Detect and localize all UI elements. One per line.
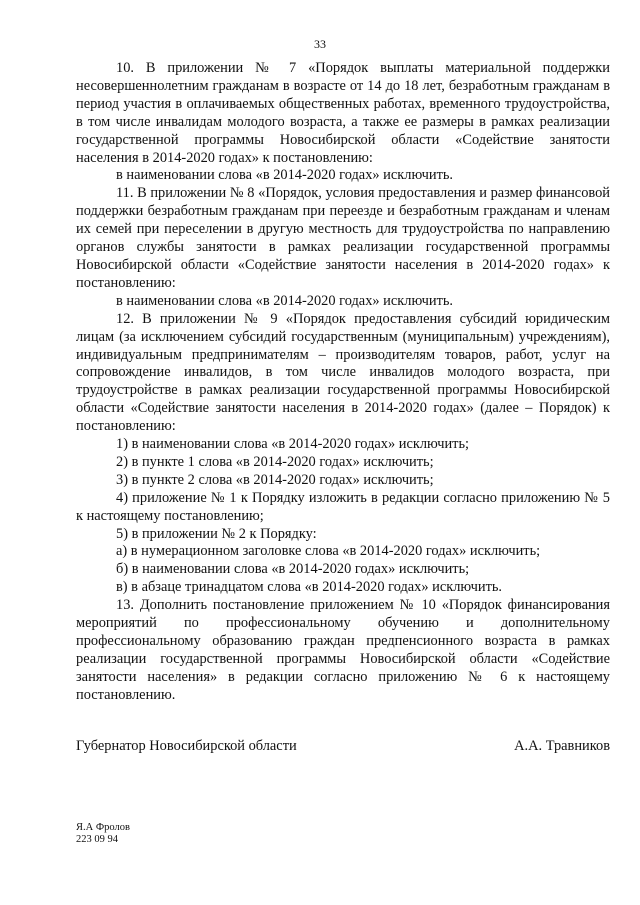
paragraph-12-item-3: 3) в пункте 2 слова «в 2014-2020 годах» исключить;: [116, 471, 434, 488]
paragraph-12: 12. В приложении № 9 «Порядок предоставления субсидий юридическим лицам (за исключением субсидий государственным (муниципальным) учреждениям), индивидуальным предпринимателям – производителям товаров, работ, услуг на сопровождение инвалидов, в том числе инвалидов молодого возраста, при трудоустройстве в рамках реализации государственной программы Новосибирской области «Содействие занятости населения в 2014-2020 годах» (далее – Порядок) к постановлению:: [76, 310, 610, 435]
paragraph-12-item-5a: а) в нумерационном заголовке слова «в 2014-2020 годах» исключить;: [116, 543, 541, 560]
paragraph-11: 11. В приложении № 8 «Порядок, условия предоставления и размер финансовой поддержки безработным гражданам при переезде и безработным гражданам и членам их семей при переселении в другую местность для трудоустройства по направлению органов службы занятости в рамках реализации государственной программы Новосибирской области «Содействие занятости населения в 2014-2020 годах» к постановлению:: [76, 185, 610, 291]
paragraph-13: 13. Дополнить постановление приложением № 10 «Порядок финансирования мероприятий по профессиональному обучению и дополнительному профессиональному образованию граждан предпенсионного возраста в рамках реализации государственной программы Новосибирской области «Содействие занятости населения» в редакции согласно приложению № 6 к настоящему постановлению.: [76, 597, 610, 703]
signatory-position: Губернатор Новосибирской области: [76, 738, 297, 754]
paragraph-12-item-5b: б) в наименовании слова «в 2014-2020 годах» исключить;: [116, 561, 470, 578]
paragraph-10: 10. В приложении № 7 «Порядок выплаты материальной поддержки несовершеннолетним гражданам в возрасте от 14 до 18 лет, безработным гражданам в период участия в оплачиваемых общественных работах, временного трудоустройства, в том числе инвалидам молодого возраста, а также ее размеры в рамках реализации государственной программы Новосибирской области «Содействие занятости населения в 2014-2020 годах» к постановлению:: [76, 60, 610, 166]
paragraph-12-item-1: 1) в наименовании слова «в 2014-2020 годах» исключить;: [116, 436, 470, 453]
signature-block: [76, 738, 610, 756]
signatory-name: А.А. Травников: [514, 738, 610, 754]
paragraph-12-item-4: 4) приложение № 1 к Порядку изложить в редакции согласно приложению № 5 к настоящему постановлению;: [76, 489, 610, 524]
page-number: 33: [314, 37, 326, 51]
executor-phone: 223 09 94: [76, 834, 118, 845]
paragraph-11-sub: в наименовании слова «в 2014-2020 годах» исключить.: [116, 292, 454, 309]
paragraph-10-sub: в наименовании слова «в 2014-2020 годах» исключить.: [116, 167, 454, 184]
executor-name: Я.А Фролов: [76, 822, 130, 833]
document-body: [76, 60, 610, 705]
executor-info: [76, 822, 130, 846]
paragraph-12-item-2: 2) в пункте 1 слова «в 2014-2020 годах» исключить;: [116, 453, 434, 470]
paragraph-12-item-5: 5) в приложении № 2 к Порядку:: [116, 525, 317, 542]
paragraph-12-item-5c: в) в абзаце тринадцатом слова «в 2014-2020 годах» исключить.: [116, 579, 503, 596]
